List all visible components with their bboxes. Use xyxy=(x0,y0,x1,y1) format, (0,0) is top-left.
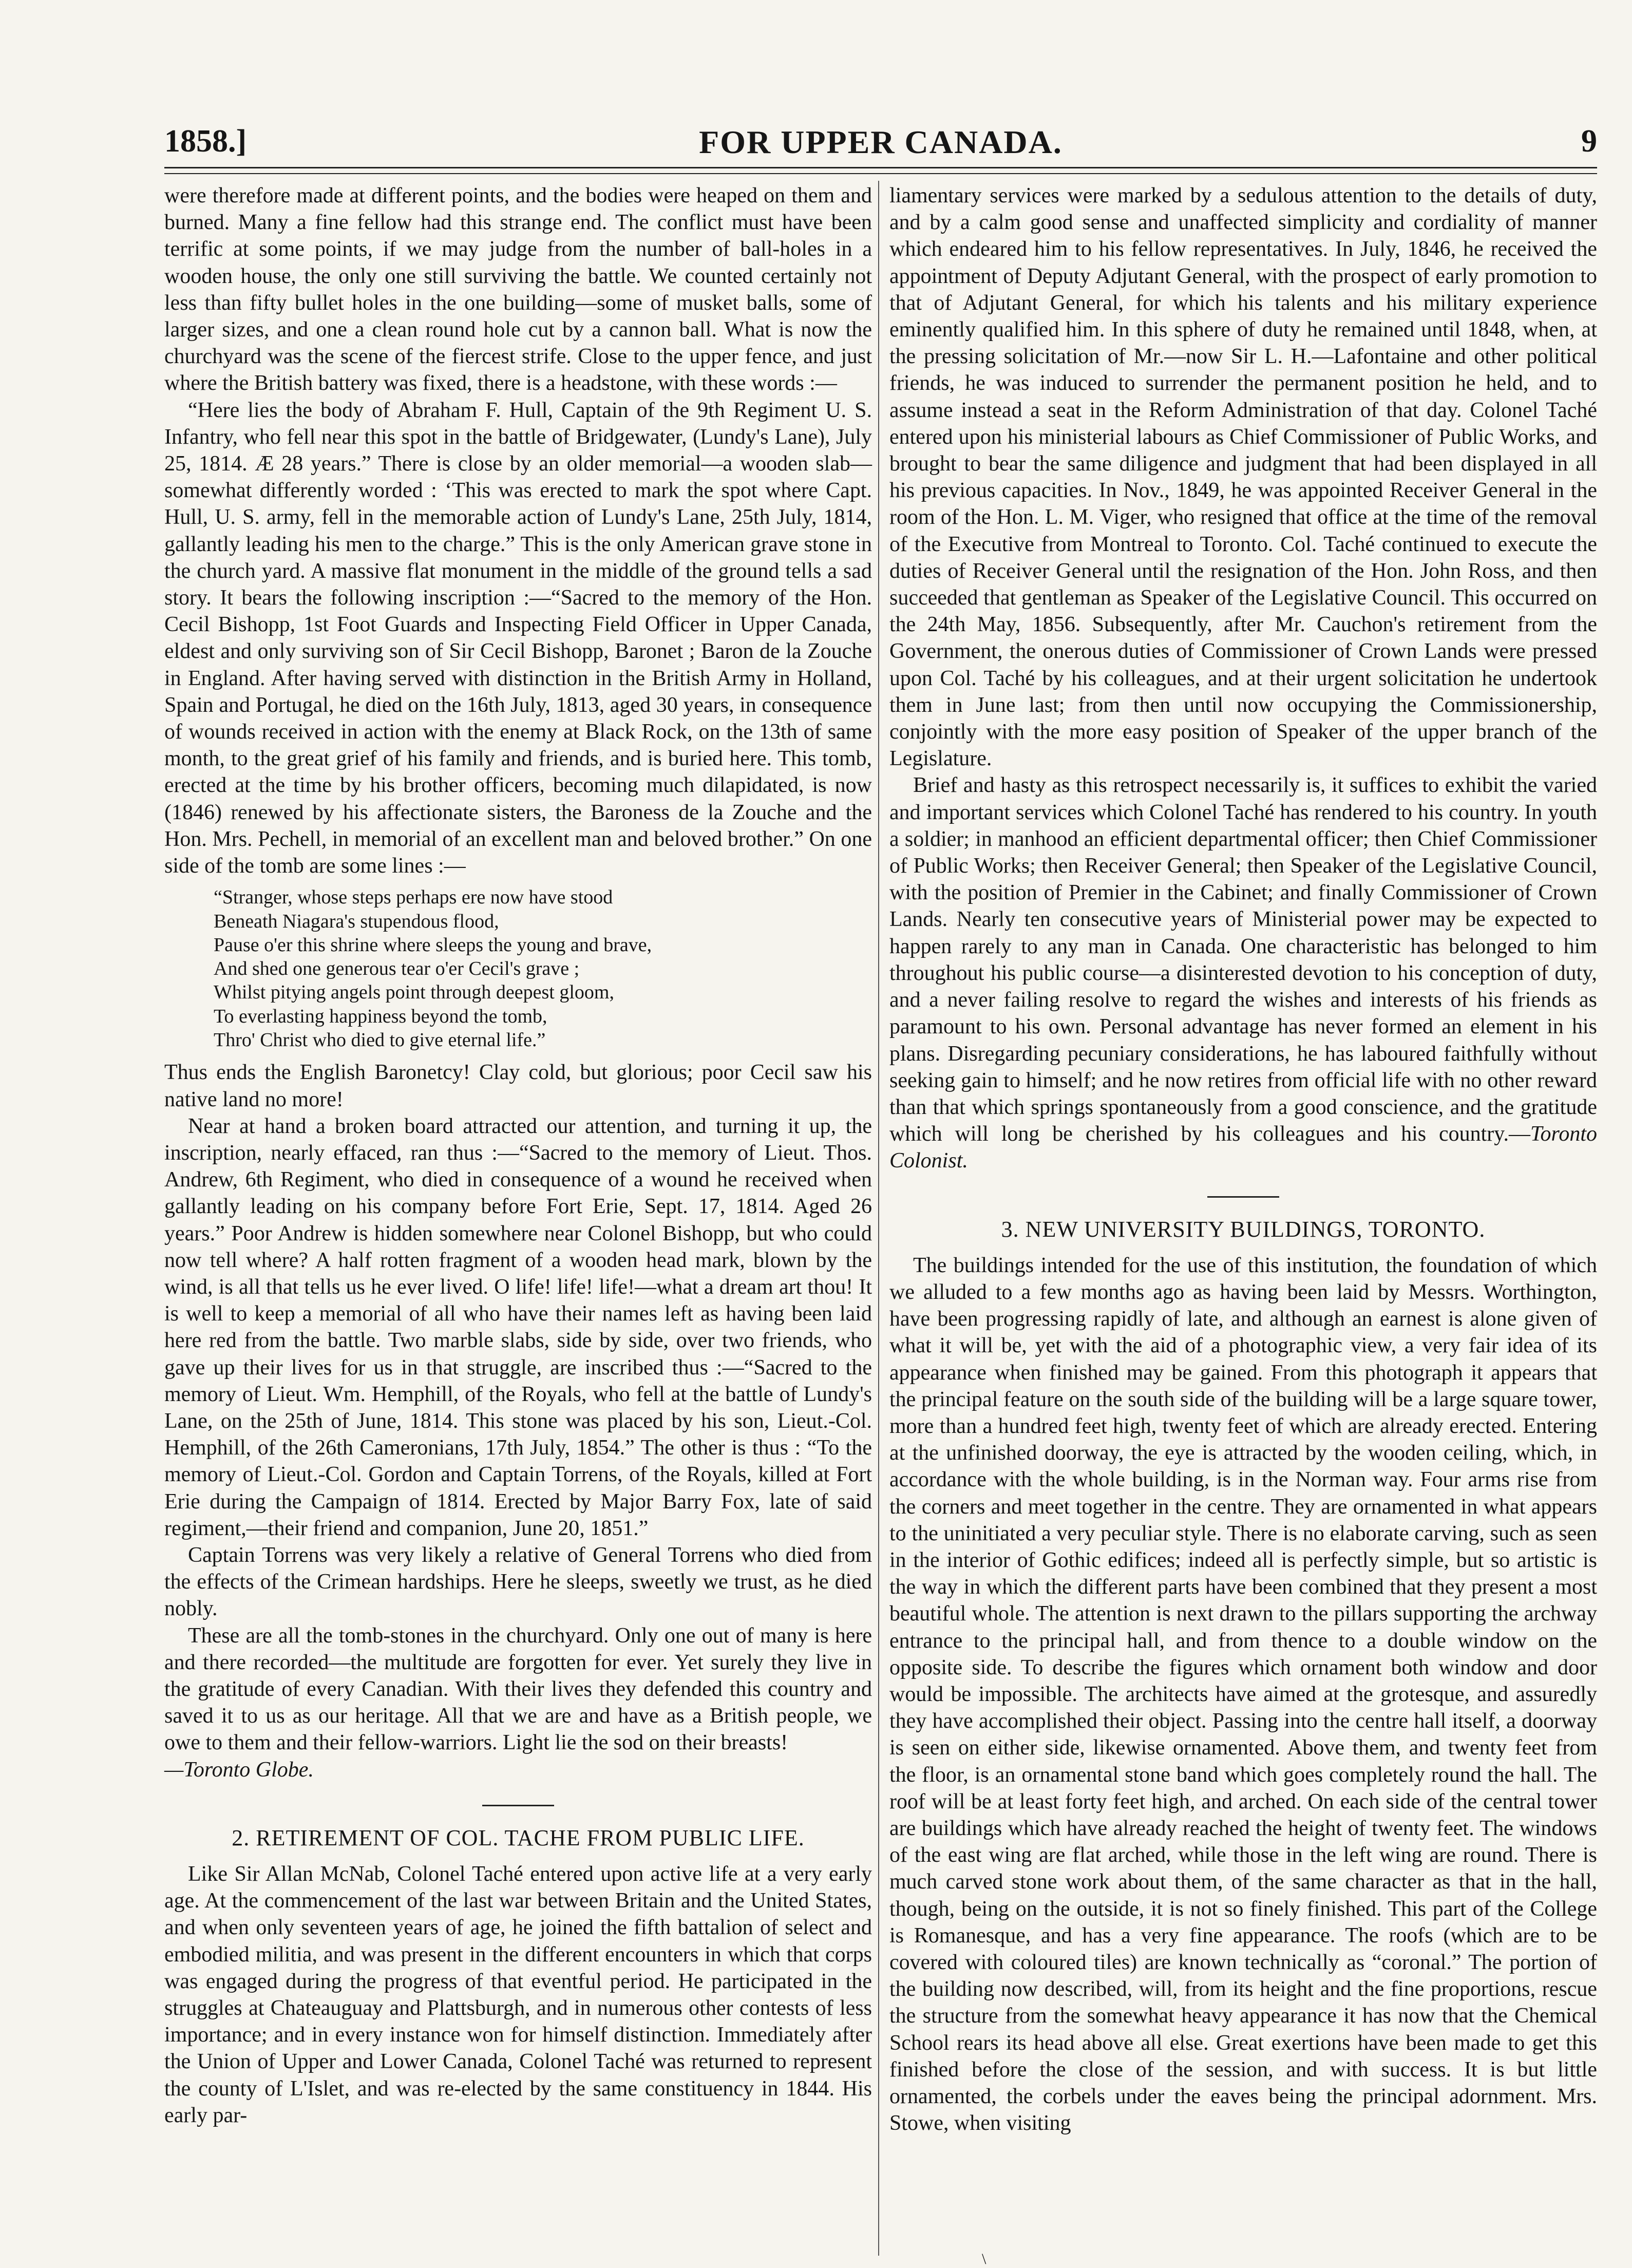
header-title: FOR UPPER CANADA. xyxy=(699,124,1062,160)
paragraph: These are all the tomb-stones in the churchyard. Only one out of many is here and there recorded—the multitude are forgotten for ever. Yet surely they live in the gratitude of every Canadian. With their lives they defended this country and saved it to us as our heritage. All that we are and have as a British people, we owe to them and their fellow-warriors. Light lie the sod on their breasts! xyxy=(164,1623,872,1755)
header-rule xyxy=(164,167,1597,168)
paragraph xyxy=(889,772,1597,1174)
paragraph-text: Brief and hasty as this retrospect necessarily is, it suffices to exhibit the varied and important services which Colonel Taché has rendered to his country. In youth a soldier; in manhood an efficient departmental officer; then Chief Commissioner of Public Works; then Receiver General; then Speaker of the Legislative Council, with the position of Premier in the Cabinet; and finally Commissioner of Crown Lands. Nearly ten consecutive years of Ministerial power may be expected to happen rarely to any man in Canada. One characteristic has belonged to him throughout his public course—a disinterested devotion to his conception of duty, and a never failing resolve to regard the wishes and interests of his friends as paramount to his own. Personal advantage has never formed an element in his plans. Disregarding pecuniary considerations, he has laboured faithfully without seeking gain to himself; and he now retires from official life with no other reward than that which springs spontaneously from a good conscience, and the gratitude which will long be cherished by his colleagues and his country.— xyxy=(889,773,1597,1146)
article-source: —Toronto Globe. xyxy=(164,1757,314,1782)
paragraph: Near at hand a broken board attracted our attention, and turning it up, the inscription, nearly effaced, ran thus :—“Sacred to the memory of Lieut. Thos. Andrew, 6th Regiment, who died in consequence of a wound he received when gallantly leading on his company before Fort Erie, Sept. 17, 1814. Aged 26 years.” Poor Andrew is hidden somewhere near Colonel Bishopp, but who could now tell where? A half rotten fragment of a wooden head mark, blown by the wind, is all that tells us he ever lived. O life! life! life!—what a dream art thou! It is well to keep a memorial of all who have their names left as having been laid here red from the battle. Two marble slabs, side by side, over two friends, who gave up their lives for us in that struggle, are inscribed thus :—“Sacred to the memory of Lieut. Wm. Hemphill, of the Royals, who fell at the battle of Lundy's Lane, on the 25th of June, 1814. This stone was placed by his son, Lieut.-Col. Hemphill, of the 26th Cameronians, 17th July, 1854.” The other is thus : “To the memory of Lieut.-Col. Gordon and Captain Torrens, of the Royals, killed at Fort Erie during the Campaign of 1814. Erected by Major Barry Fox, late of said regiment,—their friend and companion, June 20, 1851.” xyxy=(164,1114,872,1540)
page-header xyxy=(164,123,1597,161)
footer-mark: \ xyxy=(982,2251,986,2267)
page-number: 9 xyxy=(1581,124,1597,159)
paragraph: liamentary services were marked by a sedulous attention to the details of duty, and by a calm good sense and unaffected simplicity and cordiality of manner which endeared him to his fellow representatives. In July, 1846, he received the appointment of Deputy Adjutant General, with the prospect of early promotion to that of Adjutant General, for which his talents and his military experience eminently qualified him. In this sphere of duty he remained until 1848, when, at the pressing solicitation of Mr.—now Sir L. H.—Lafontaine and other political friends, he was induced to surrender the permanent position he held, and to assume instead a seat in the Reform Administration of that day. Colonel Taché entered upon his ministerial labours as Chief Commissioner of Public Works, and brought to bear the same diligence and judgment that had been displayed in all his previous capacities. In Nov., 1849, he was appointed Receiver General in the room of the Hon. L. M. Viger, who resigned that office at the time of the removal of the Executive from Montreal to Toronto. Col. Taché continued to execute the duties of Receiver General until the resignation of the Hon. John Ross, and then succeeded that gentleman as Speaker of the Legislative Council. This occurred on the 24th May, 1856. Subsequently, after Mr. Cauchon's retirement from the Government, the onerous duties of Commissioner of Crown Lands were pressed upon Col. Taché by his colleagues, and at their urgent solicitation he undertook them in June last; from then until now occupying the Commissionership, conjointly with the more easy position of Speaker of the upper branch of the Legislature. xyxy=(889,184,1597,771)
poem-line: Whilst pitying angels point through deepest gloom, xyxy=(214,981,614,1004)
section-divider xyxy=(1207,1196,1279,1198)
poem-line: Beneath Niagara's stupendous flood, xyxy=(214,910,499,932)
poem-line: And shed one generous tear o'er Cecil's grave ; xyxy=(214,958,580,980)
column-rule xyxy=(878,181,879,2256)
poem-line: Thro' Christ who died to give eternal life.” xyxy=(214,1029,546,1051)
section-heading: 2. RETIREMENT OF COL. TACHE FROM PUBLIC LIFE. xyxy=(232,1825,805,1850)
header-date: 1858.] xyxy=(164,124,247,159)
poem-line: “Stranger, whose steps perhaps ere now have stood xyxy=(214,886,613,909)
poem-line: Pause o'er this shrine where sleeps the young and brave, xyxy=(214,934,652,956)
left-column xyxy=(164,182,872,2129)
paragraph: “Here lies the body of Abraham F. Hull, Captain of the 9th Regiment U. S. Infantry, who fell near this spot in the battle of Bridgewater, (Lundy's Lane), July 25, 1814. Æ 28 years.” There is close by an older memorial—a wooden slab—somewhat differently worded : ‘This was erected to mark the spot where Capt. Hull, U. S. army, fell in the memorable action of Lundy's Lane, 25th July, 1814, gallantly leading his men to the charge.” This is the only American grave stone in the church yard. A massive flat monument in the middle of the ground tells a sad story. It bears the following inscription :—“Sacred to the memory of the Hon. Cecil Bishopp, 1st Foot Guards and Inspecting Field Officer in Upper Canada, eldest and only surviving son of Sir Cecil Bishopp, Baronet ; Baron de la Zouche in England. After having served with distinction in the British Army in Holland, Spain and Portugal, he died on the 16th July, 1813, aged 30 years, in consequence of wounds received in action with the enemy at Black Rock, on the 13th of same month, to the great grief of his family and friends, and is buried here. This tomb, erected at the time by his brother officers, becoming much dilapidated, is now (1846) renewed by his affectionate sisters, the Baroness de la Zouche and the Hon. Mrs. Pechell, in memorial of an excellent man and beloved brother.” On one side of the tomb are some lines :— xyxy=(164,398,872,878)
poem-line: To everlasting happiness beyond the tomb, xyxy=(214,1005,547,1027)
paragraph: Captain Torrens was very likely a relative of General Torrens who died from the effects of the Crimean hardships. Here he sleeps, sweetly we trust, as he died nobly. xyxy=(164,1543,872,1621)
epitaph-poem xyxy=(214,885,872,1052)
header-rule-thin xyxy=(164,173,1597,174)
right-column xyxy=(889,182,1597,2137)
paragraph: were therefore made at different points, and the bodies were heaped on them and burned. Many a fine fellow had this strange end. The conflict must have been terrific at some points, if we may judge from the number of ball-holes in a wooden house, the only one still surviving the battle. We counted certainly not less than fifty bullet holes in the one building—some of musket balls, some of larger sizes, and one a clean round hole cut by a cannon ball. What is now the churchyard was the scene of the fiercest strife. Close to the upper fence, and just where the British battery was fixed, there is a headstone, with these words :— xyxy=(164,184,872,395)
section-divider xyxy=(482,1805,554,1806)
section-heading: 3. NEW UNIVERSITY BUILDINGS, TORONTO. xyxy=(1001,1216,1486,1242)
paragraph: Like Sir Allan McNab, Colonel Taché entered upon active life at a very early age. At the commencement of the last war between Britain and the United States, and when only seventeen years of age, he joined the fifth battalion of select and embodied militia, and was present in the different encounters in which that corps was engaged during the progress of that eventful period. He participated in the struggles at Chateauguay and Plattsburgh, and in numerous other contests of less importance; and in every instance won for himself distinction. Immediately after the Union of Upper and Lower Canada, Colonel Taché was returned to represent the county of L'Islet, and was re-elected by the same constituency in 1844. His early par- xyxy=(164,1862,872,2127)
paragraph: Thus ends the English Baronetcy! Clay cold, but glorious; poor Cecil saw his native land no more! xyxy=(164,1061,872,1111)
paragraph: The buildings intended for the use of this institution, the foundation of which we alluded to a few months ago as having been laid by Messrs. Worthington, have been progressing rapidly of late, and although an earnest is alone given of what it will be, yet with the aid of a photographic view, a very fair idea of its appearance when finished may be gained. From this photograph it appears that the principal feature on the south side of the building will be a large square tower, more than a hundred feet high, twenty feet of which are already erected. Entering at the unfinished doorway, the eye is attracted by the wooden ceiling, which, in accordance with the whole building, is in the Norman way. Four arms rise from the corners and meet together in the centre. They are ornamented in what appears to the uninitiated a very peculiar style. There is no elaborate carving, such as seen in the interior of Gothic edifices; indeed all is perfectly simple, but so artistic is the way in which the different parts have been combined that they present a most beautiful whole. The attention is next drawn to the pillars supporting the archway entrance to the principal hall, and from thence to a double window on the opposite side. To describe the figures which ornament both window and door would be impossible. The architects have aimed at the grotesque, and assuredly they have accomplished their object. Passing into the centre hall itself, a doorway is seen on either side, likewise ornamented. Above them, and twenty feet from the floor, is an ornamental stone band which goes completely round the hall. The roof will be at least forty feet high, and arched. On each side of the central tower are buildings which have already reached the height of twenty feet. The windows of the east wing are flat arched, while those in the left wing are round. There is much carved stone work about them, of the same character as that in the hall, though, being on the outside, it is not so finely finished. This part of the College is Romanesque, and has a very fine appearance. The roofs (which are to be covered with coloured tiles) are known technically as “coronal.” The portion of the building now described, will, from its height and the fine proportions, rescue the structure from the somewhat heavy appearance it has now that the Chemical School rears its head above all else. Great exertions have been made to get this finished before the close of the session, and with success. It is but little ornamented, the corbels under the eaves being the principal adornment. Mrs. Stowe, when visiting xyxy=(889,1253,1597,2135)
article-source: Toronto Colonist. xyxy=(889,1122,1597,1173)
